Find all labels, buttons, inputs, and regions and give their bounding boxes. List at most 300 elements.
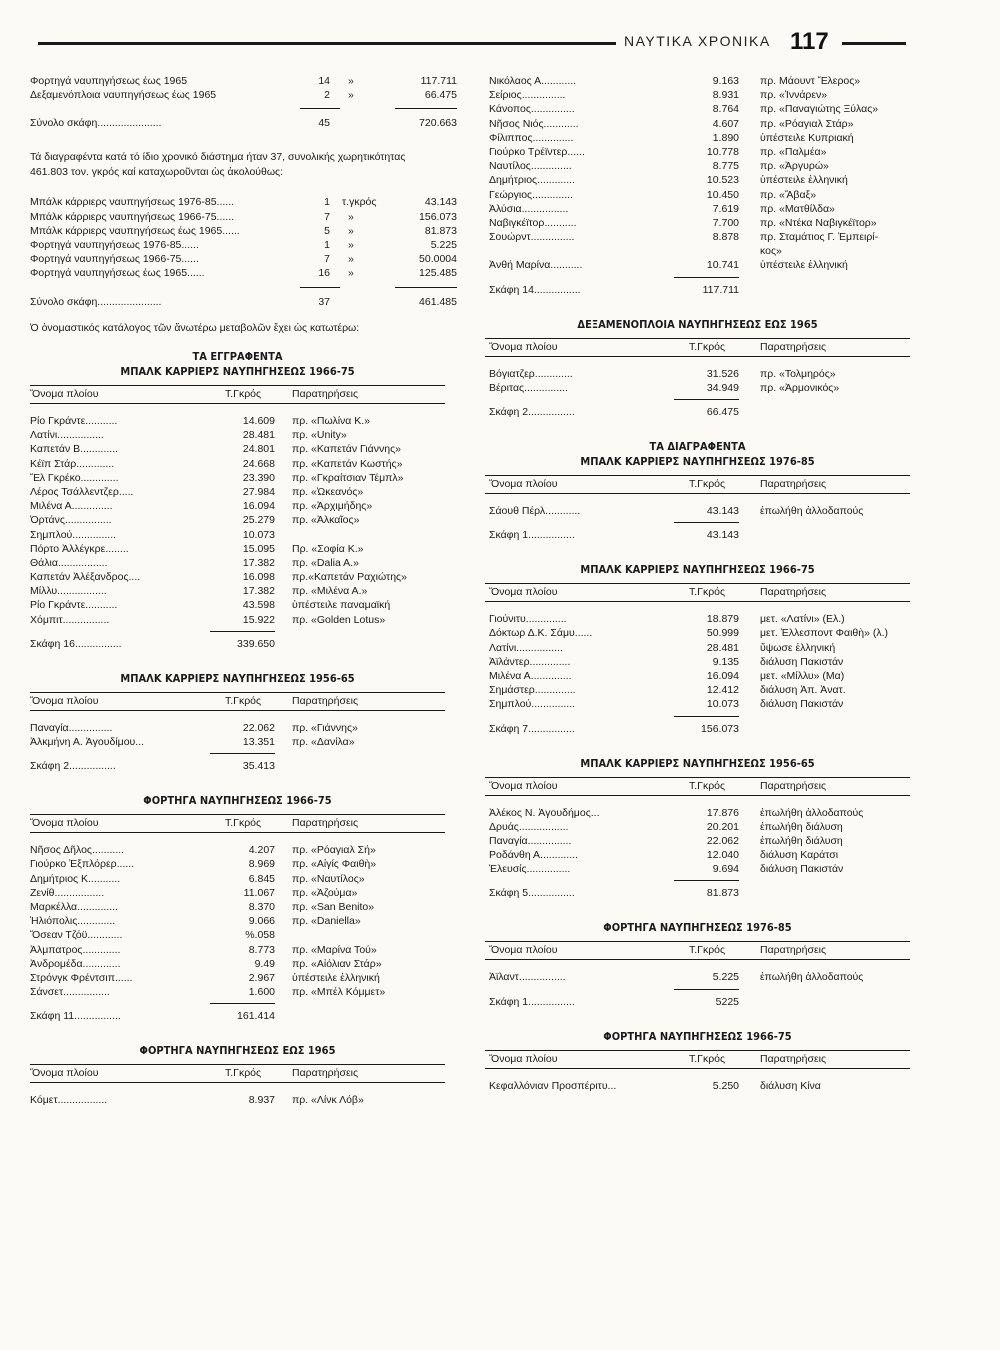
ship-name: Ἀλύσια................ — [489, 202, 569, 215]
tonnage: 12.412 — [706, 684, 739, 697]
table-header — [30, 692, 445, 711]
total-row — [485, 995, 910, 1009]
table-row — [30, 570, 445, 584]
remarks: πρ. «San Benito» — [292, 900, 375, 913]
tonnage: 10.778 — [706, 145, 739, 158]
table-header — [30, 1064, 445, 1083]
section-title: ΔΕΞΑΜΕΝΟΠΛΟΙΑ ΝΑΥΠΗΓΗΣΕΩΣ ΕΩΣ 1965 — [577, 317, 818, 331]
tonnage: 22.062 — [706, 834, 739, 847]
summary-tonnage: 156.073 — [419, 210, 457, 223]
summary-unit: » — [348, 89, 354, 102]
summary-label: Φορτηγά ναυπηγήσεως 1976-85...... — [30, 238, 199, 251]
tonnage: 8.370 — [248, 900, 275, 913]
tonnage: 10.523 — [706, 174, 739, 187]
ship-name: Γεώργιος.............. — [489, 188, 573, 201]
tonnage: 28.481 — [242, 429, 275, 442]
section-total — [485, 518, 910, 548]
remarks: ἐπωλήθη ἀλλοδαπούς — [760, 505, 864, 517]
header-remarks: Παρατηρήσεις — [760, 944, 827, 957]
remarks: πρ. «Ἄβαξ» — [760, 188, 817, 201]
table-row — [30, 721, 445, 735]
header-name: Ὄνομα πλοίου — [30, 817, 99, 830]
summary-row — [30, 238, 457, 252]
tonnage: 43.143 — [706, 505, 739, 517]
total-row — [485, 886, 910, 900]
summary-label: Φορτηγά ναυπηγήσεως έως 1965 — [30, 75, 188, 87]
total-label: Σκάφη 16................ — [30, 637, 122, 650]
table-row — [485, 117, 910, 131]
table-row — [30, 613, 445, 627]
remarks: πρ. «Λίνκ Λόβ» — [292, 1094, 364, 1107]
total-tonnage: 156.073 — [701, 722, 739, 735]
remarks: ὑπέστειλε ἑλληνική — [760, 174, 848, 187]
summary-total-row — [30, 295, 457, 309]
ship-name: Νῆσος Νιός............ — [489, 117, 579, 130]
left-column — [30, 74, 457, 1107]
header-rule-left — [38, 42, 616, 45]
remarks: πρ. «Πωλίνα Κ.» — [292, 415, 371, 427]
table-row — [485, 1079, 910, 1093]
header-tonnage: Τ.Γκρός — [689, 1052, 726, 1065]
section-title: ΜΠΑΛΚ ΚΑΡΡΙΕΡΣ ΝΑΥΠΗΓΗΣΕΩΣ 1966-75 — [120, 365, 355, 378]
table-header — [30, 385, 445, 404]
table-row — [485, 145, 910, 159]
ship-name: Ἀνδρομέδα............. — [30, 957, 121, 970]
summary-unit: » — [348, 238, 354, 251]
remarks: πρ. «Ρόαγιαλ Στάρ» — [760, 117, 854, 130]
group-title: ΤΑ ΔΙΑΓΡΑΦΕΝΤΑ — [649, 440, 746, 453]
ship-name: Λατίνι................ — [489, 641, 563, 654]
ship-name: Ἀϊλαντ................ — [489, 971, 566, 984]
table-row — [30, 872, 445, 886]
paragraph: Τά διαγραφέντα κατά τό ίδιο χρονικό διάστημα ήταν 37, συνολικής χωρητικότητας 461.803 τον. γκρός καί καταχωροῦνται ὡς ἀκολούθως: — [30, 151, 406, 178]
section-total — [30, 749, 445, 779]
header-name: Ὄνομα πλοίου — [489, 340, 558, 353]
header-rule-right — [842, 42, 906, 45]
header-remarks: Παρατηρήσεις — [292, 694, 359, 707]
total-rule — [210, 1003, 275, 1004]
remarks: διάλυση Ἀπ. Ἀνατ. — [760, 684, 846, 697]
section-5 — [485, 1029, 910, 1093]
table-row — [485, 848, 910, 862]
ship-name: Πόρτο Ἀλλέγκρε........ — [30, 542, 129, 555]
section-title: ΜΠΑΛΚ ΚΑΡΡΙΕΡΣ ΝΑΥΠΗΓΗΣΕΩΣ 1976-85 — [580, 455, 815, 468]
total-row — [485, 722, 910, 736]
tonnage: 23.390 — [242, 471, 275, 484]
remarks: μετ. «Μίλλυ» (Μα) — [760, 669, 845, 682]
ship-name: Σουώρντ............... — [489, 231, 575, 244]
header-tonnage: Τ.Γκρός — [225, 388, 262, 400]
remarks: πρ. «Μαρίνα Τού» — [292, 943, 377, 956]
summary-unit: » — [348, 210, 354, 223]
section-title: ΦΟΡΤΗΓΑ ΝΑΥΠΗΓΗΣΕΩΣ ΕΩΣ 1965 — [139, 1044, 336, 1058]
tonnage: 22.062 — [242, 721, 275, 734]
section-title: ΦΟΡΤΗΓΑ ΝΑΥΠΗΓΗΣΕΩΣ 1966-75 — [603, 1029, 792, 1043]
tonnage: 8.775 — [712, 160, 739, 173]
table-row — [485, 697, 910, 711]
summary-count: 7 — [324, 210, 330, 223]
remarks: πρ. «Παλμέα» — [760, 145, 827, 158]
ship-name: Γιούρκο Τρέϊντερ...... — [489, 145, 585, 158]
ship-name: Σείριος............... — [489, 89, 566, 102]
ship-name: Δόκτωρ Δ.Κ. Σάμυ...... — [489, 627, 593, 640]
ship-name: Λατίνι................ — [30, 429, 104, 442]
ship-name: Μιλένα Α.............. — [489, 669, 572, 682]
summary-tonnage: 81.873 — [424, 224, 457, 237]
remarks: πρ. «Καπετάν Γιάννης» — [292, 443, 401, 456]
summary-count: 45 — [318, 117, 330, 130]
table-row — [485, 381, 910, 395]
table-row — [485, 216, 910, 230]
table-row — [485, 188, 910, 202]
ship-name: Ἀνθή Μαρίνα........... — [489, 259, 583, 272]
ship-name: Ρίο Γκράντε........... — [30, 415, 118, 427]
section-total — [30, 999, 445, 1029]
remarks: πρ. «Golden Lotus» — [292, 613, 386, 626]
summary-unit: » — [348, 224, 354, 237]
header-name: Ὄνομα πλοίου — [489, 586, 558, 599]
summary-label: Δεξαμενόπλοια ναυπηγήσεως έως 1965 — [30, 89, 217, 102]
section-title: ΜΠΑΛΚ ΚΑΡΡΙΕΡΣ ΝΑΥΠΗΓΗΣΕΩΣ 1966-75 — [580, 563, 815, 577]
table-row — [485, 970, 910, 984]
remarks: πρ. «Ἀρμονικός» — [760, 381, 840, 394]
table-row — [485, 202, 910, 216]
table-row — [485, 74, 910, 88]
summary-tonnage: 66.475 — [424, 89, 457, 102]
summary-row — [30, 74, 457, 88]
total-rule — [395, 287, 457, 288]
total-label: Σκάφη 1................ — [489, 995, 575, 1008]
ship-name: Θάλια................. — [30, 556, 108, 569]
section-total — [485, 876, 910, 906]
ship-name: Ρίο Γκράντε........... — [30, 599, 118, 612]
remarks: μετ. «Λατίνι» (Ελ.) — [760, 613, 845, 626]
tonnage: 16.094 — [242, 500, 275, 513]
remarks: ὑπέστειλε ἑλληνική — [760, 259, 848, 272]
summary-label: Μπάλκ κάρριερς ναυπηγήσεως έως 1965...... — [30, 224, 240, 237]
remarks: πρ. «Γκραίτσιαν Τέμπλ» — [292, 471, 404, 484]
total-label: Σκάφη 2................ — [489, 406, 575, 418]
total-label: Σκάφη 1................ — [489, 529, 575, 542]
ship-name: Ἀλμπατρος............. — [30, 943, 121, 956]
total-row — [30, 1009, 445, 1023]
tonnage: 8.969 — [248, 858, 275, 871]
ship-name: Κόμετ................. — [30, 1094, 108, 1107]
table-row — [30, 428, 445, 442]
tonnage: 28.481 — [706, 641, 739, 654]
remarks: πρ. «Unity» — [292, 429, 347, 442]
table-row — [485, 626, 910, 640]
table-row — [30, 442, 445, 456]
total-tonnage: 339.650 — [237, 637, 275, 650]
table-header — [485, 941, 910, 960]
summary-count: 14 — [318, 75, 330, 87]
tonnage: 17.382 — [242, 585, 275, 598]
header-tonnage: Τ.Γκρός — [689, 340, 726, 353]
total-tonnage: 117.711 — [702, 283, 739, 296]
tonnage: 8.937 — [248, 1094, 275, 1107]
table-row — [30, 985, 445, 999]
table-header — [485, 777, 910, 796]
total-row — [485, 283, 910, 297]
total-rule — [300, 108, 340, 109]
table-row — [30, 914, 445, 928]
tonnage: 9.066 — [248, 915, 275, 928]
ship-name: Χόμπιτ................ — [30, 613, 110, 626]
remarks: ὑπέστειλε παναμαϊκή — [292, 599, 391, 612]
remarks: ὕψωσε ἑλληνική — [760, 641, 836, 654]
table-row — [30, 928, 445, 942]
summary-tonnage: 117.711 — [420, 75, 457, 87]
tonnage: 12.040 — [706, 849, 739, 862]
tonnage: 7.700 — [712, 216, 739, 229]
header-name: Ὄνομα πλοίου — [30, 388, 99, 400]
remarks: πρ. «Ἀζούμα» — [292, 886, 358, 899]
ship-name: Λέρος Τσάλλεντζερ..... — [30, 485, 134, 498]
tonnage: 15.095 — [242, 542, 275, 555]
tonnage: 7.619 — [712, 202, 739, 215]
ship-name: Στρόνγκ Φρέντσιπ...... — [30, 971, 133, 984]
remarks: πρ. Σταμάτιος Γ. Ἐμπειρί- — [760, 231, 879, 244]
ship-name: Δημήτριος............. — [489, 174, 576, 187]
header-remarks: Παρατηρήσεις — [760, 340, 827, 353]
tonnage: 17.876 — [706, 806, 739, 819]
section-4 — [485, 920, 910, 1014]
total-rule — [210, 631, 275, 632]
table-row — [30, 735, 445, 749]
table-row — [485, 367, 910, 381]
table-header — [30, 814, 445, 833]
table-row — [30, 843, 445, 857]
remarks: διάλυση Κίνα — [760, 1079, 821, 1092]
remarks: διάλυση Πακιστάν — [760, 863, 844, 876]
ship-name: Ὄσεαν Τζόϋ............ — [30, 929, 123, 942]
ship-name: Μιλένα Α.............. — [30, 500, 113, 513]
tonnage: 16.094 — [706, 669, 739, 682]
ship-name: Κάνοπος............... — [489, 103, 575, 116]
header-remarks: Παρατηρήσεις — [292, 388, 359, 400]
table-row — [30, 857, 445, 871]
header-name: Ὄνομα πλοίου — [489, 478, 558, 490]
table-row — [485, 244, 910, 258]
remarks: πρ. «Ἀρχιμήδης» — [292, 500, 373, 513]
tonnage: 43.598 — [242, 599, 275, 612]
ship-name: Σημπλού............... — [489, 698, 576, 711]
header-tonnage: Τ.Γκρός — [225, 817, 262, 830]
tonnage: 10.741 — [706, 259, 739, 272]
table-row — [30, 414, 445, 428]
ship-name: Ὀρτάνς................ — [30, 514, 112, 527]
section-total — [485, 985, 910, 1015]
remarks: διάλυση Πακιστάν — [760, 698, 844, 711]
table-header — [485, 583, 910, 602]
table-row — [30, 584, 445, 598]
summary-count: 5 — [324, 224, 330, 237]
summary-count: 37 — [318, 295, 330, 308]
table-row — [485, 834, 910, 848]
tonnage: 9.694 — [712, 863, 739, 876]
section-1 — [30, 671, 445, 779]
table-row — [485, 820, 910, 834]
section-2 — [30, 793, 445, 1029]
summary-unit: » — [348, 253, 354, 266]
remarks: πρ. «Dalia A.» — [292, 556, 359, 569]
tonnage: 25.279 — [242, 514, 275, 527]
summary-count: 16 — [318, 267, 330, 280]
tonnage: 10.073 — [242, 528, 275, 541]
remarks: πρ. «Δανίλα» — [292, 736, 355, 748]
tonnage: 24.801 — [242, 443, 275, 456]
remarks: μετ. Ἐλλεσποντ Φαιθὴ» (λ.) — [760, 627, 889, 640]
table-row — [30, 485, 445, 499]
remarks: ἐπωλήθη διάλυση — [760, 834, 843, 847]
ship-name: Βέριτας............... — [489, 381, 568, 394]
page-number: 117 — [790, 28, 829, 55]
total-rule — [674, 277, 739, 278]
total-rule — [300, 287, 340, 288]
remarks: κος» — [760, 245, 782, 258]
remarks: πρ. «Αἰγίς Φαιθὴ» — [292, 858, 377, 871]
section-title: ΜΠΑΛΚ ΚΑΡΡΙΕΡΣ ΝΑΥΠΗΓΗΣΕΩΣ 1956-65 — [120, 671, 355, 685]
header-remarks: Παρατηρήσεις — [760, 478, 827, 490]
tonnage: 8.878 — [712, 231, 739, 244]
header-name: Ὄνομα πλοίου — [489, 779, 558, 792]
remarks: ὑπέστειλε Κυπριακή — [760, 131, 854, 144]
table-row — [30, 957, 445, 971]
summary-label: Φορτηγά ναυπηγήσεως έως 1965...... — [30, 267, 205, 280]
ship-name: Ἐλευσίς............... — [489, 863, 571, 876]
summary-unit: » — [348, 75, 354, 87]
remarks: πρ.«Καπετάν Ραχιώτης» — [292, 571, 407, 584]
section-total — [485, 273, 910, 303]
table-header — [485, 338, 910, 357]
section-3 — [30, 1043, 445, 1107]
tonnage: %.058 — [245, 929, 275, 942]
ship-name: Κεφαλλόνιαν Προσπέριτυ... — [489, 1079, 617, 1092]
summary-row — [30, 252, 457, 266]
ship-name: Ἀλκμήνη Α. Ἀγουδίμου... — [30, 736, 145, 748]
ship-name: Φίλιππος.............. — [489, 131, 574, 144]
tonnage: 2.967 — [248, 971, 275, 984]
table-row — [30, 542, 445, 556]
ship-name: Βόγιατζερ............. — [489, 367, 573, 380]
table-row — [485, 230, 910, 244]
tonnage: 6.845 — [248, 872, 275, 885]
section-total — [30, 627, 445, 657]
header-remarks: Παρατηρήσεις — [760, 779, 827, 792]
total-label: Σκάφη 11................ — [30, 1010, 121, 1023]
summary-tonnage: 50.0004 — [419, 253, 457, 266]
summary-total-row — [30, 116, 457, 130]
remarks: διάλυση Καράτσι — [760, 849, 839, 862]
ship-name: Νῆσος Δῆλος........... — [30, 844, 125, 857]
remarks: ὑπέστειλε ἑλληνική — [292, 971, 380, 984]
table-row — [30, 598, 445, 612]
remarks: ἐπωλήθη διάλυση — [760, 820, 843, 833]
total-label: Σκάφη 5................ — [489, 887, 575, 900]
tonnage: 4.207 — [248, 844, 275, 857]
tonnage: 8.764 — [712, 103, 739, 116]
remarks: πρ. «Παναγιώτης Ξύλας» — [760, 103, 879, 116]
tonnage: 4.607 — [712, 117, 739, 130]
table-row — [485, 612, 910, 626]
tonnage: 50.999 — [706, 627, 739, 640]
ship-name: Ἀλέκος Ν. Ἀγουδήμος... — [489, 806, 600, 819]
summary-row — [30, 195, 457, 209]
table-row — [485, 862, 910, 876]
tonnage: 13.351 — [242, 736, 275, 748]
section-total — [485, 395, 910, 425]
table-row — [30, 471, 445, 485]
table-row — [30, 499, 445, 513]
tonnage: 20.201 — [706, 820, 739, 833]
header-remarks: Παρατηρήσεις — [292, 817, 359, 830]
summary-total — [30, 281, 457, 315]
paragraph: Ὁ ὀνομαστικός κατάλογος τῶν ἄνωτέρω μεταβολῶν ἔχει ὡς κατωτέρω: — [30, 321, 360, 334]
ship-name: Δρυάς................. — [489, 820, 569, 833]
table-row — [30, 457, 445, 471]
group-title: ΤΑ ΕΓΓΡΑΦΕΝΤΑ — [192, 350, 283, 363]
total-rule — [674, 716, 739, 717]
remarks: διάλυση Πακιστάν — [760, 655, 844, 668]
tonnage: 14.609 — [242, 415, 275, 427]
tonnage: 8.931 — [712, 89, 739, 102]
summary-label: Σύνολο σκάφη...................... — [30, 117, 162, 130]
header-tonnage: Τ.Γκρός — [689, 944, 726, 957]
section-0 — [485, 317, 910, 425]
ship-name: Ροδάνθη Α............. — [489, 849, 578, 862]
ship-name: Μίλλυ................. — [30, 585, 107, 598]
ship-name: Ἡλιόπολις............. — [30, 915, 116, 928]
remarks: πρ. «Καπετάν Κωστής» — [292, 457, 403, 470]
table-row — [30, 513, 445, 527]
header-name: Ὄνομα πλοίου — [30, 1067, 99, 1080]
right-column — [485, 74, 910, 1093]
section-1 — [485, 439, 910, 548]
header-remarks: Παρατηρήσεις — [760, 1052, 827, 1065]
remarks: πρ. «Ὠκεανός» — [292, 485, 364, 498]
tonnage: 5.225 — [712, 971, 739, 984]
remarks: πρ. «Daniella» — [292, 915, 361, 928]
ship-name: Καπετάν Ἀλέξανδρος.... — [30, 571, 141, 584]
header-tonnage: Τ.Γκρός — [689, 586, 726, 599]
ship-name: Ἔλ Γκρέκο............. — [30, 471, 119, 484]
total-tonnage: 81.873 — [706, 887, 739, 900]
section-2 — [485, 562, 910, 741]
ship-name: Κέϊπ Στάρ............. — [30, 457, 115, 470]
remarks: πρ. «Ναυτίλος» — [292, 872, 365, 885]
total-row — [30, 637, 445, 651]
total-rule — [674, 522, 739, 523]
summary-count: 1 — [324, 238, 330, 251]
header-name: Ὄνομα πλοίου — [489, 944, 558, 957]
section-3 — [485, 756, 910, 907]
summary-count: 7 — [324, 253, 330, 266]
table-header — [485, 475, 910, 494]
remarks: ἐπωλήθη ἀλλοδαπούς — [760, 806, 864, 819]
remarks: πρ. «Ἀργυρώ» — [760, 160, 829, 173]
summary-label: Μπάλκ κάρριερς ναυπηγήσεως 1966-75...... — [30, 210, 235, 223]
table-row — [485, 102, 910, 116]
table-row — [485, 806, 910, 820]
total-tonnage: 5225 — [715, 995, 739, 1008]
tonnage: 1.600 — [248, 986, 275, 999]
table-row — [485, 173, 910, 187]
table-row — [485, 683, 910, 697]
ship-name: Σάουθ Πέρλ............ — [489, 505, 581, 517]
summary-tonnage: 720.663 — [419, 117, 457, 130]
ship-name: Δημήτριος Κ........... — [30, 872, 121, 885]
